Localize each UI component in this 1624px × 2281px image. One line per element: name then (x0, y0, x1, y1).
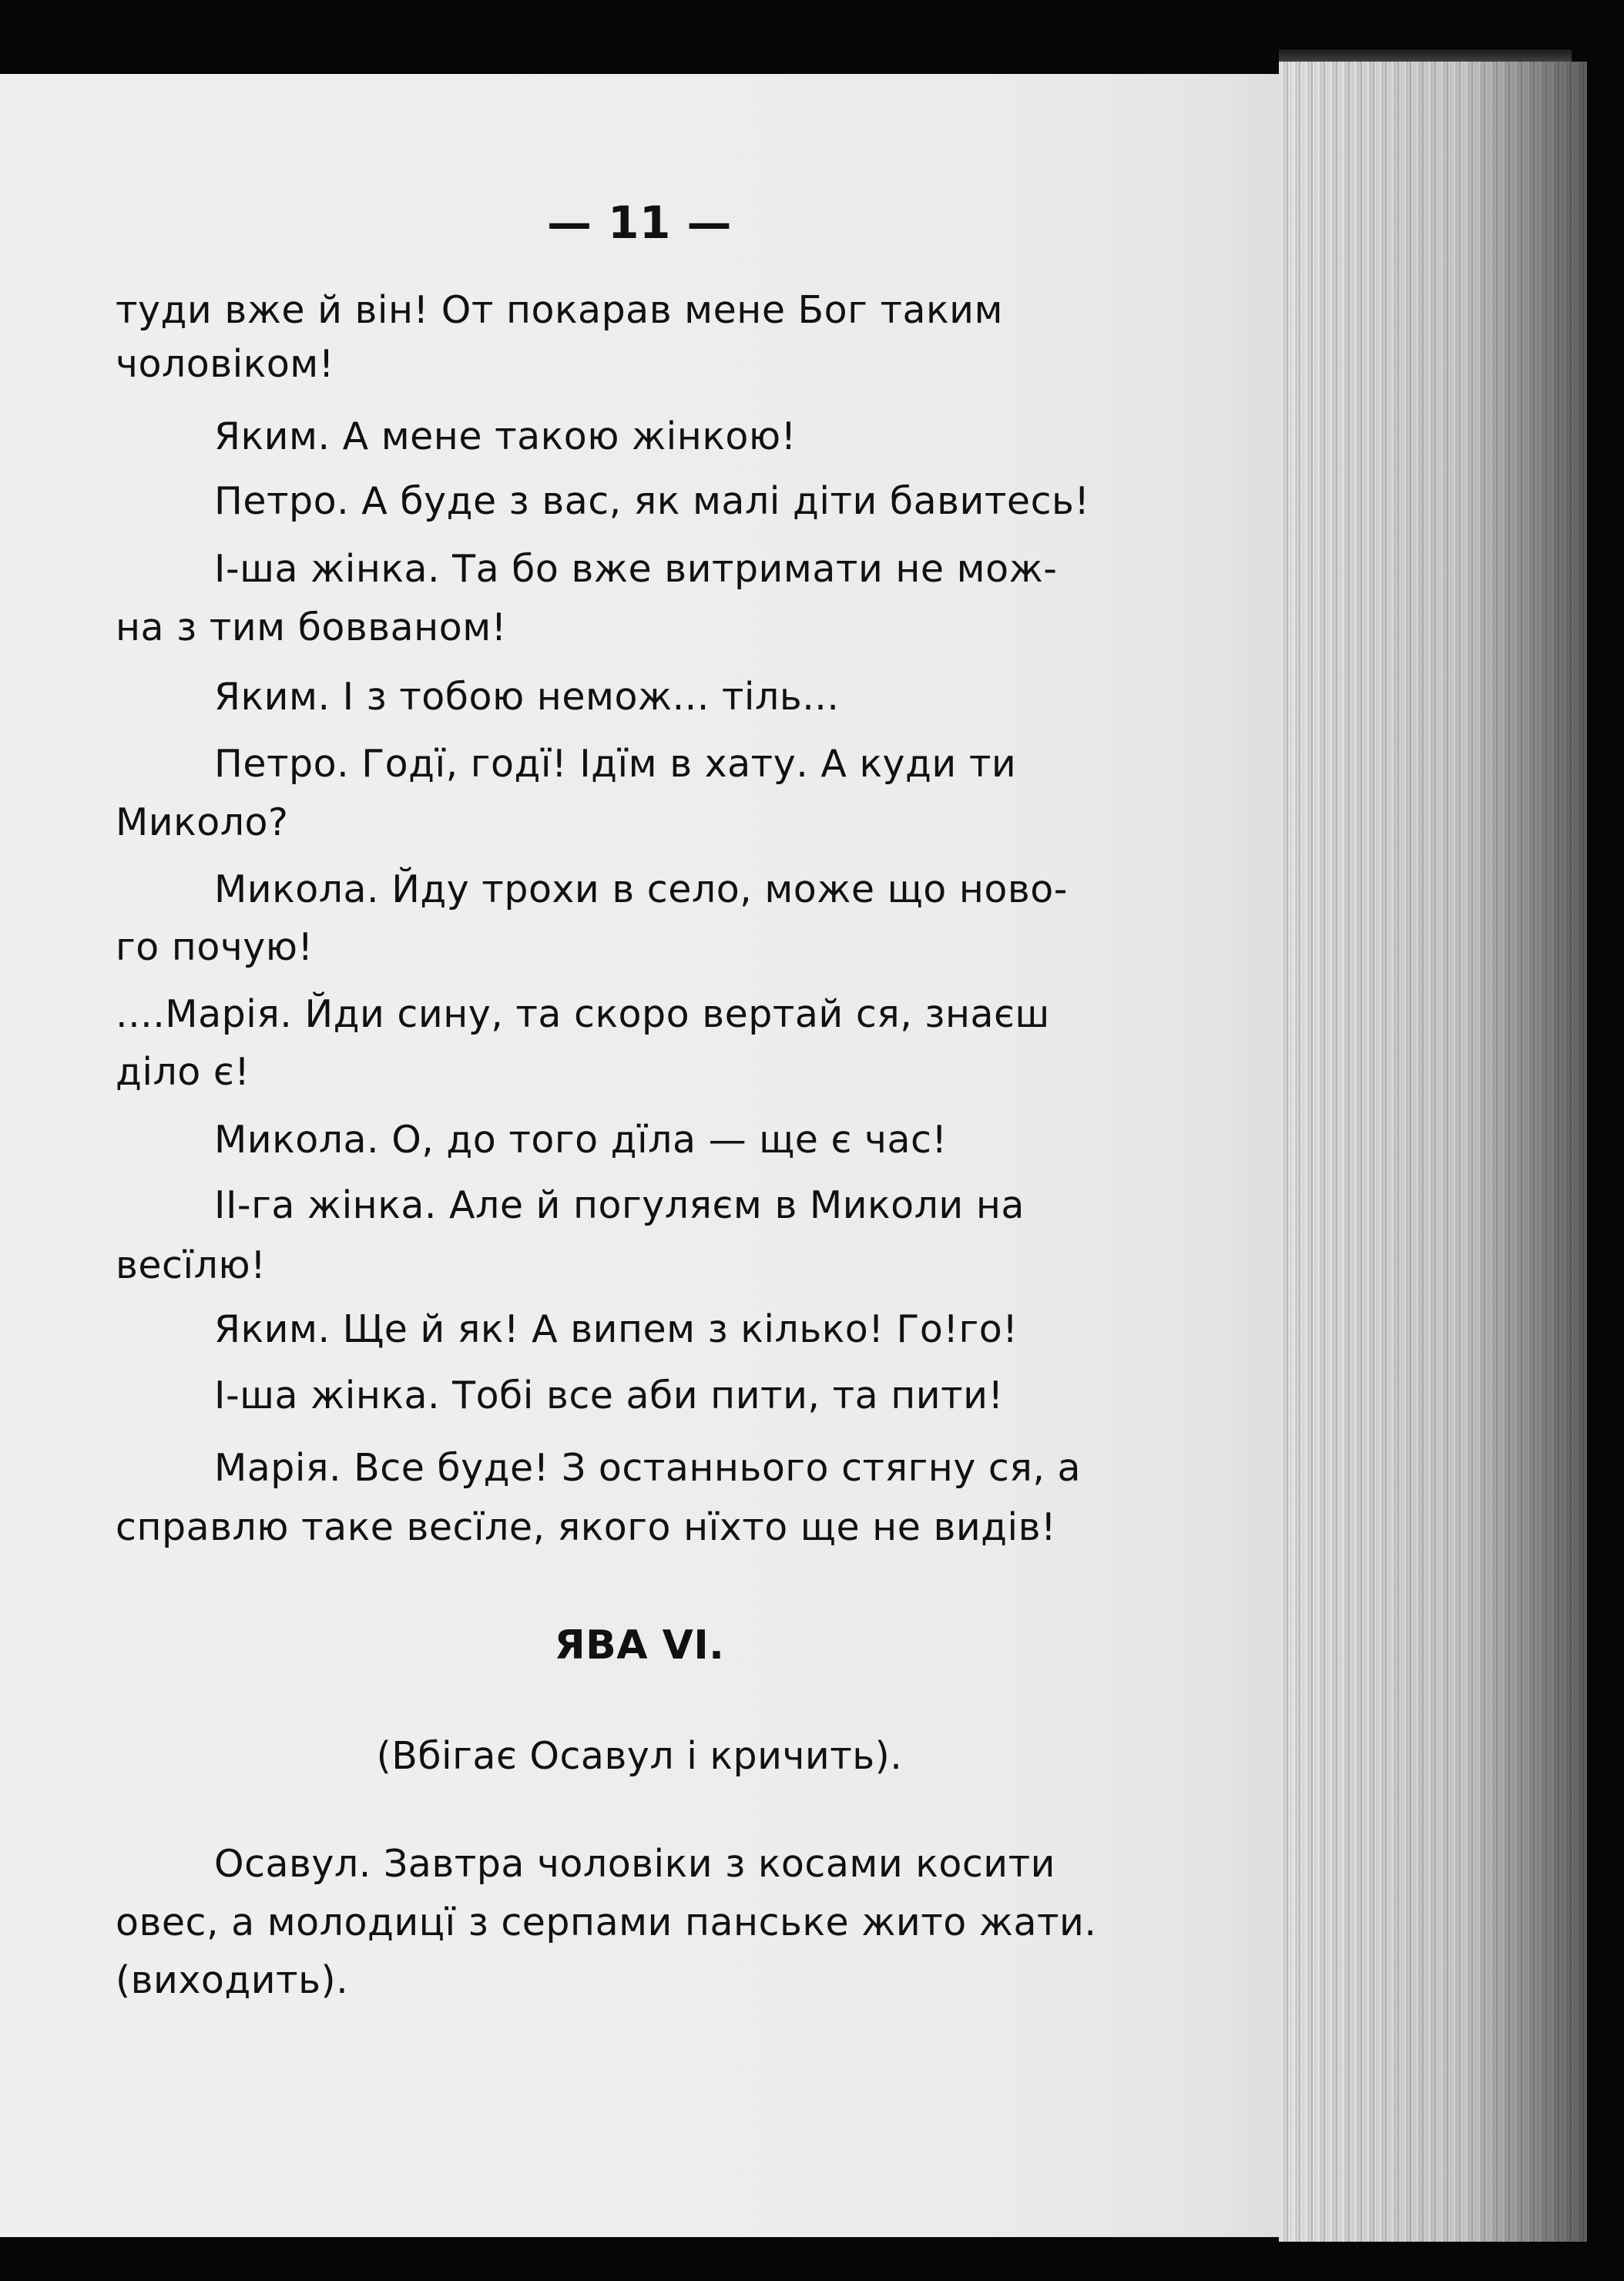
text-line: Яким. А мене такою жінкою! (214, 414, 797, 458)
text-line: Осавул. Завтра чоловіки з косами косити (214, 1842, 1055, 1886)
scene-heading: ЯВА VI. (554, 1622, 725, 1669)
text-line: на з тим бовваном! (116, 605, 507, 649)
text-line: діло є! (116, 1050, 250, 1094)
text-line: І-ша жінка. Тобі все аби пити, та пити! (214, 1374, 1004, 1417)
text-line: справлю таке весїле, якого нїхто ще не видів! (116, 1505, 1057, 1549)
text-line: Миколо? (116, 800, 289, 844)
text-line: чоловіком! (116, 342, 334, 386)
text-line: Петро. Годї, годї! Ідїм в хату. А куди ти (214, 742, 1017, 786)
text-line: туди вже й він! От покарав мене Бог таким (116, 288, 1003, 332)
text-line: Микола. Йду трохи в село, може що ново- (214, 867, 1068, 911)
text-line: овес, а молодицї з серпами панське жито жати. (116, 1900, 1097, 1944)
text-line: Яким. Ще й як! А випем з кілько! Го!го! (214, 1307, 1018, 1351)
page-number: — 11 — (546, 196, 733, 249)
text-line: І-ша жінка. Та бо вже витримати не мож- (214, 547, 1058, 591)
text-line: Петро. А буде з вас, як малі діти бавитесь! (214, 479, 1090, 523)
text-line: Марія. Все буде! З останнього стягну ся, а (214, 1446, 1082, 1490)
stage-direction: (Вбігає Осавул і кричить). (376, 1734, 903, 1778)
text-line: ....Марія. Йди сину, та скоро вертай ся, знаєш (116, 992, 1050, 1036)
text-line: ІІ-га жінка. Але й погуляєм в Миколи на (214, 1183, 1025, 1227)
text-line: (виходить). (116, 1958, 349, 2002)
text-line: весїлю! (116, 1243, 267, 1287)
page-edges (1279, 62, 1587, 2242)
text-line: Микола. О, до того дїла — ще є час! (214, 1118, 948, 1162)
text-line: Яким. І з тобою немож... тіль... (214, 675, 840, 719)
text-line: го почую! (116, 925, 314, 969)
